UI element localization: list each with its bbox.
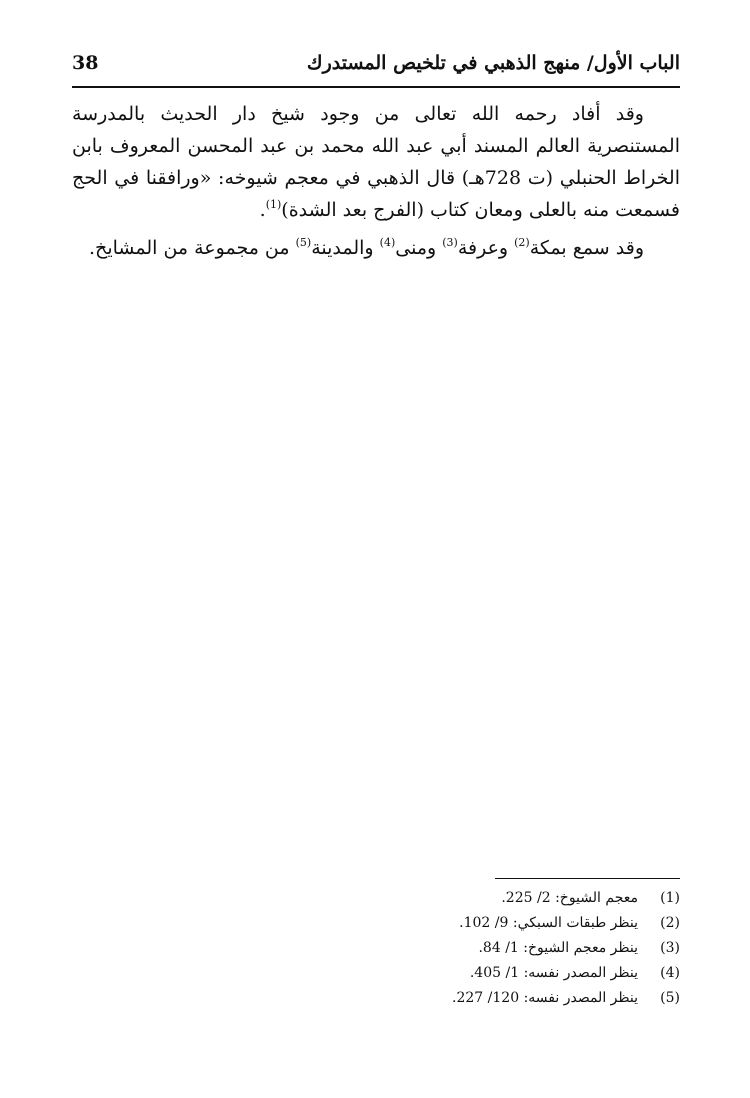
footnote-text: ينظر المصدر نفسه: 1/ 405. xyxy=(469,965,638,981)
footnote-item xyxy=(72,886,680,911)
footnote-number: (4) xyxy=(660,965,680,981)
footnote-text: ينظر معجم الشيوخ: 1/ 84. xyxy=(478,940,638,956)
paragraph-text: من مجموعة من المشايخ. xyxy=(89,237,296,259)
footnote-item xyxy=(72,961,680,986)
footnote-number: (3) xyxy=(660,940,680,956)
main-text xyxy=(72,98,680,264)
footnote-text: ينظر طبقات السبكي: 9/ 102. xyxy=(459,915,638,931)
footnote-divider xyxy=(495,878,680,879)
footnote-item xyxy=(72,986,680,1011)
header-divider xyxy=(72,86,680,88)
footnote-text: معجم الشيوخ: 2/ 225. xyxy=(501,890,638,906)
paragraph-text: وعرفة xyxy=(457,237,515,259)
footnote-number: (1) xyxy=(660,890,680,906)
running-header xyxy=(72,52,680,86)
paragraph-text: وقد سمع بمكة xyxy=(529,237,644,259)
footnote-ref: (3) xyxy=(442,236,458,249)
footnote-item xyxy=(72,936,680,961)
footnote-ref: (4) xyxy=(379,236,396,249)
paragraph-end: . xyxy=(259,199,266,221)
paragraph-text: ومنى xyxy=(395,237,443,259)
chapter-title: الباب الأول/ منهج الذهبي في تلخيص المستدرك xyxy=(306,52,680,74)
footnote-number: (5) xyxy=(660,990,680,1006)
footnote-item xyxy=(72,911,680,936)
footnote-ref: (1) xyxy=(265,198,282,211)
footnote-number: (2) xyxy=(660,915,680,931)
paragraph xyxy=(72,98,680,226)
footnote-ref: (5) xyxy=(295,236,312,249)
paragraph-text: والمدينة xyxy=(311,237,380,259)
footnote-text: ينظر المصدر نفسه: 120/ 227. xyxy=(452,990,638,1006)
page-number: 38 xyxy=(72,52,99,74)
footnote-ref: (2) xyxy=(514,236,530,249)
footnotes xyxy=(72,886,680,1011)
paragraph xyxy=(72,232,680,264)
paragraph-text: وقد أفاد رحمه الله تعالى من وجود شيخ دار الحديث بالمدرسة المستنصرية العالم المسند أبي عبد الله محمد بن عبد المحسن المعروف بابن الخراط الحنبلي (ت 728هـ) قال الذهبي في معجم شيوخه: «ورافقنا في الحج فسمعت منه بالعلى ومعان كتاب (الفرج بعد الشدة) xyxy=(72,103,680,221)
